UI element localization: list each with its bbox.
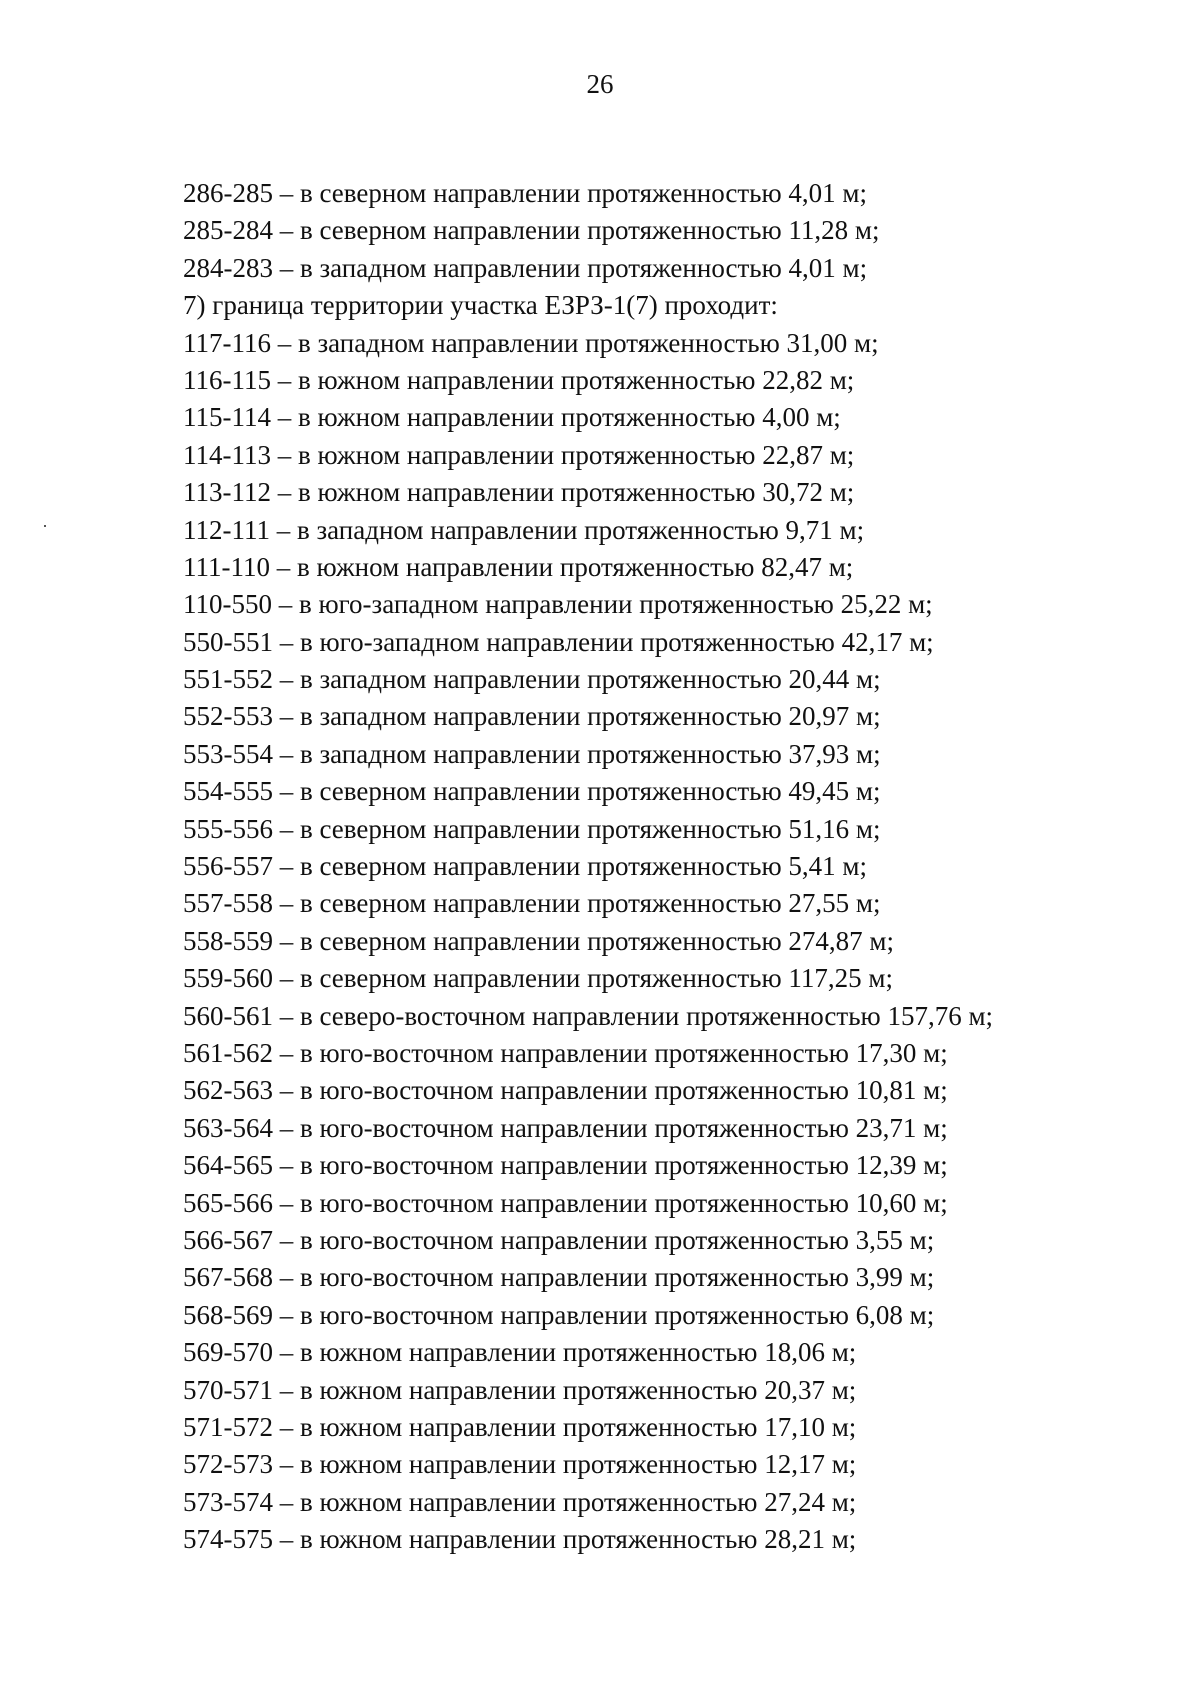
boundary-segment-line: 554-555 – в северном направлении протяженностью 49,45 м; [183, 776, 881, 807]
scan-speck [44, 525, 46, 527]
boundary-description-list [183, 175, 993, 1558]
boundary-segment-line: 570-571 – в южном направлении протяженностью 20,37 м; [183, 1374, 857, 1405]
boundary-segment-line: 284-283 – в западном направлении протяженностью 4,01 м; [183, 252, 868, 283]
boundary-segment-line: 559-560 – в северном направлении протяженностью 117,25 м; [183, 963, 894, 994]
boundary-segment-line: 564-565 – в юго-восточном направлении протяженностью 12,39 м; [183, 1150, 948, 1181]
boundary-segment-line: 568-569 – в юго-восточном направлении протяженностью 6,08 м; [183, 1299, 935, 1330]
boundary-segment-line: 115-114 – в южном направлении протяженностью 4,00 м; [183, 402, 841, 433]
boundary-segment-line: 113-112 – в южном направлении протяженностью 30,72 м; [183, 477, 855, 508]
section-heading: 7) граница территории участка ЕЗРЗ-1(7) проходит: [183, 290, 778, 321]
page-number: 26 [586, 69, 614, 99]
boundary-segment-line: 117-116 – в западном направлении протяженностью 31,00 м; [183, 327, 879, 358]
boundary-segment-line: 572-573 – в южном направлении протяженностью 12,17 м; [183, 1449, 857, 1480]
boundary-segment-line: 114-113 – в южном направлении протяженностью 22,87 м; [183, 439, 855, 470]
boundary-segment-line: 562-563 – в юго-восточном направлении протяженностью 10,81 м; [183, 1075, 948, 1106]
boundary-segment-line: 569-570 – в южном направлении протяженностью 18,06 м; [183, 1337, 857, 1368]
boundary-segment-line: 557-558 – в северном направлении протяженностью 27,55 м; [183, 888, 881, 919]
boundary-segment-line: 553-554 – в западном направлении протяженностью 37,93 м; [183, 738, 881, 769]
boundary-segment-line: 563-564 – в юго-восточном направлении протяженностью 23,71 м; [183, 1112, 948, 1143]
boundary-segment-line: 573-574 – в южном направлении протяженностью 27,24 м; [183, 1486, 857, 1517]
boundary-segment-line: 552-553 – в западном направлении протяженностью 20,97 м; [183, 701, 881, 732]
boundary-segment-line: 567-568 – в юго-восточном направлении протяженностью 3,99 м; [183, 1262, 935, 1293]
boundary-segment-line: 111-110 – в южном направлении протяженностью 82,47 м; [183, 551, 854, 582]
boundary-segment-line: 571-572 – в южном направлении протяженностью 17,10 м; [183, 1411, 857, 1442]
boundary-segment-line: 561-562 – в юго-восточном направлении протяженностью 17,30 м; [183, 1037, 948, 1068]
boundary-segment-line: 116-115 – в южном направлении протяженностью 22,82 м; [183, 364, 855, 395]
boundary-segment-line: 112-111 – в западном направлении протяженностью 9,71 м; [183, 514, 865, 545]
boundary-segment-line: 558-559 – в северном направлении протяженностью 274,87 м; [183, 925, 895, 956]
boundary-segment-line: 560-561 – в северо-восточном направлении протяженностью 157,76 м; [183, 1000, 994, 1031]
boundary-segment-line: 551-552 – в западном направлении протяженностью 20,44 м; [183, 664, 881, 695]
boundary-segment-line: 286-285 – в северном направлении протяженностью 4,01 м; [183, 178, 868, 208]
boundary-segment-line: 566-567 – в юго-восточном направлении протяженностью 3,55 м; [183, 1224, 935, 1255]
boundary-segment-line: 556-557 – в северном направлении протяженностью 5,41 м; [183, 851, 868, 882]
boundary-segment-line: 110-550 – в юго-западном направлении протяженностью 25,22 м; [183, 589, 933, 620]
boundary-segment-line: 550-551 – в юго-западном направлении протяженностью 42,17 м; [183, 626, 934, 657]
boundary-segment-line: 555-556 – в северном направлении протяженностью 51,16 м; [183, 813, 881, 844]
boundary-segment-line: 565-566 – в юго-восточном направлении протяженностью 10,60 м; [183, 1187, 948, 1218]
boundary-segment-line: 285-284 – в северном направлении протяженностью 11,28 м; [183, 215, 880, 246]
boundary-segment-line: 574-575 – в южном направлении протяженностью 28,21 м; [183, 1524, 857, 1555]
